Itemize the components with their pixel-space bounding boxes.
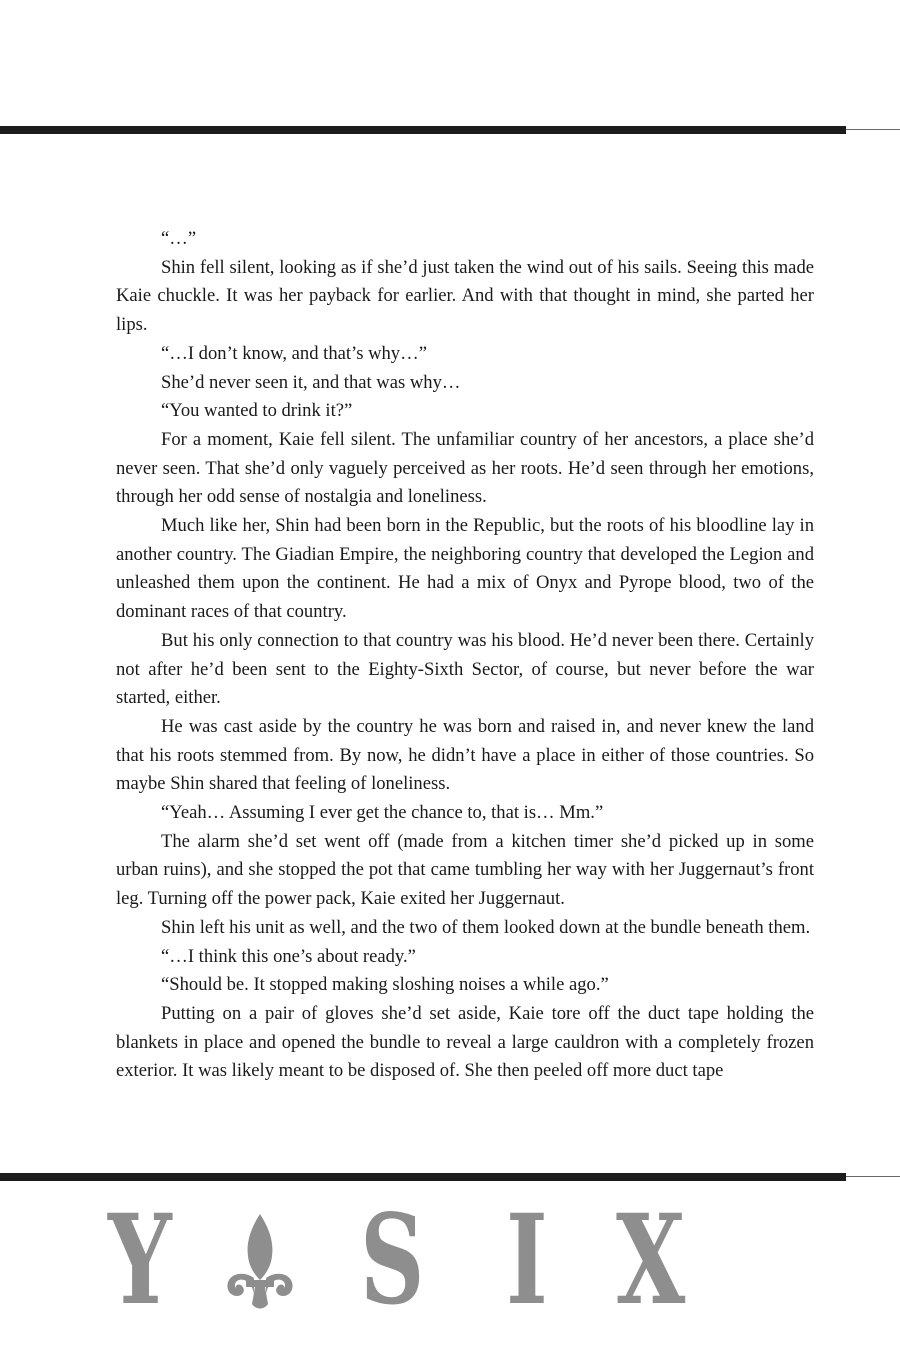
paragraph: Shin left his unit as well, and the two of them looked down at the bundle beneath them. bbox=[161, 916, 811, 938]
paragraph: “…” bbox=[161, 228, 197, 249]
footer-letter-i: I bbox=[506, 1188, 548, 1333]
paragraph: “Should be. It stopped making sloshing noises a while ago.” bbox=[161, 974, 609, 996]
top-rule-thick bbox=[0, 126, 846, 134]
top-rule bbox=[0, 126, 900, 134]
paragraph: He was cast aside by the country he was born and raised in, and never knew the land that his roots stemmed from. By now, he didn’t have a place in either of those countries. So maybe Shin shared that feeling of loneliness. bbox=[116, 715, 814, 795]
paragraph: “…I think this one’s about ready.” bbox=[161, 945, 416, 967]
footer-letter-s: S bbox=[360, 1188, 425, 1333]
body-text bbox=[116, 225, 814, 1086]
paragraph: For a moment, Kaie fell silent. The unfamiliar country of her ancestors, a place she’d never seen. That she’d only vaguely perceived as her roots. He’d seen through her emotions, through her odd sense of nostalgia and loneliness. bbox=[116, 428, 814, 508]
bottom-rule-thin bbox=[846, 1176, 900, 1177]
footer-letter-y: Y bbox=[108, 1188, 172, 1333]
top-rule-thin bbox=[846, 129, 900, 130]
paragraph: Shin fell silent, looking as if she’d just taken the wind out of his sails. Seeing this made Kaie chuckle. It was her payback for earlier. And with that thought in mind, she parted her lips. bbox=[116, 256, 814, 336]
paragraph: The alarm she’d set went off (made from a kitchen timer she’d picked up in some urban ruins), and she stopped the pot that came tumbling her way with her Juggernaut’s front leg. Turning off the power pack, Kaie exited her Juggernaut. bbox=[116, 830, 814, 910]
paragraph: Putting on a pair of gloves she’d set aside, Kaie tore off the duct tape holding the blankets in place and opened the bundle to reveal a large cauldron with a completely frozen exterior. It was likely meant to be disposed of. She then peeled off more duct tape bbox=[116, 1002, 814, 1082]
bottom-rule-thick bbox=[0, 1173, 846, 1181]
footer-title bbox=[0, 1188, 900, 1336]
bottom-rule bbox=[0, 1173, 900, 1181]
paragraph: She’d never seen it, and that was why… bbox=[161, 371, 461, 393]
paragraph: But his only connection to that country was his blood. He’d never been there. Certainly not after he’d been sent to the Eighty-Sixth Sector, of course, but never before the war started, either. bbox=[116, 629, 814, 709]
paragraph: Much like her, Shin had been born in the Republic, but the roots of his bloodline lay in another country. The Giadian Empire, the neighboring country that developed the Legion and unleashed them upon the continent. He had a mix of Onyx and Pyrope blood, two of the dominant races of that country. bbox=[116, 515, 814, 623]
fleur-de-lis-icon bbox=[224, 1214, 296, 1310]
paragraph: “You wanted to drink it?” bbox=[161, 400, 353, 422]
paragraph: “…I don’t know, and that’s why…” bbox=[161, 342, 427, 364]
paragraph: “Yeah… Assuming I ever get the chance to, that is… Mm.” bbox=[161, 802, 604, 824]
footer-letter-x: X bbox=[616, 1188, 686, 1333]
